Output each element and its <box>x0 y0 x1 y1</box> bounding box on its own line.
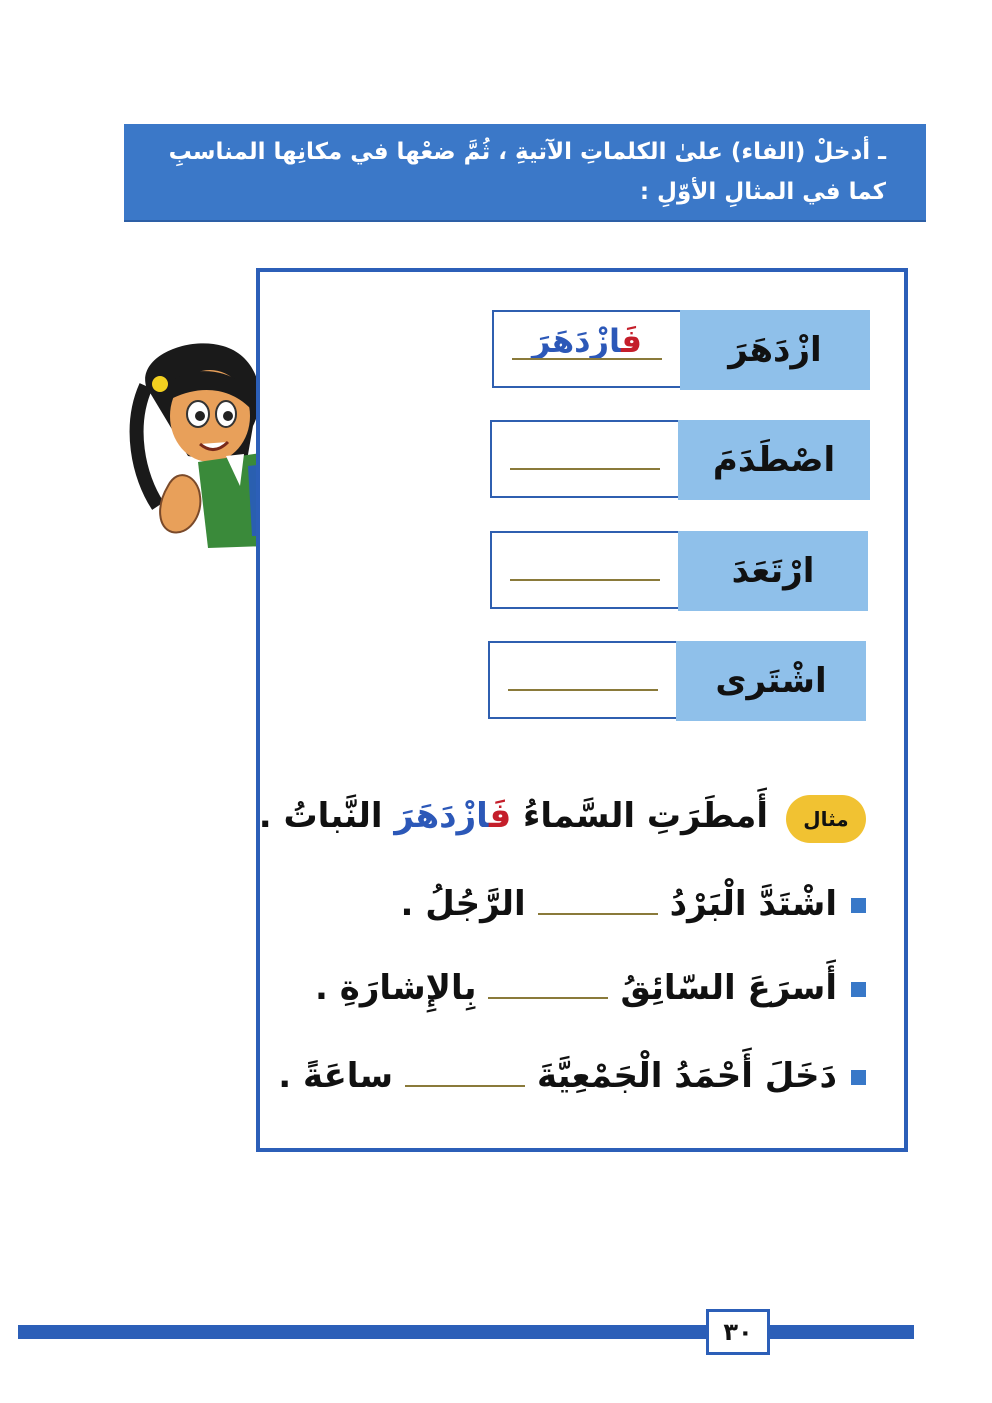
answer-line <box>510 468 660 470</box>
answer-box[interactable] <box>488 641 678 719</box>
sentence-2 <box>315 968 866 1008</box>
sentence-1 <box>400 884 866 924</box>
sentence-after: الرَّجُلُ . <box>400 884 526 924</box>
word-row <box>490 420 870 500</box>
example-part2: النَّباتُ . <box>258 796 383 836</box>
answer-box[interactable] <box>490 531 680 609</box>
instruction-banner <box>124 124 926 220</box>
instruction-text: ـ أدخلْ (الفاء) علىٰ الكلماتِ الآتيةِ ، ثُمَّ ضعْها في مكانِها المناسبِ كما في المثالِ الأوّلِ : <box>168 139 886 205</box>
bullet-square-icon <box>851 982 866 997</box>
sentence-before: دَخَلَ أَحْمَدُ الْجَمْعِيَّةَ <box>537 1056 837 1096</box>
sentence-3 <box>278 1056 866 1096</box>
answer-box[interactable] <box>490 420 680 498</box>
word-label: اصْطَدَمَ <box>678 420 870 500</box>
sentence-blank[interactable] <box>488 989 608 999</box>
sentence-before: اشْتَدَّ الْبَرْدُ <box>669 884 837 924</box>
answer-box[interactable] <box>492 310 682 388</box>
sentence-before: أَسرَعَ السّائِقُ <box>620 968 837 1008</box>
example-sentence <box>259 796 768 836</box>
word-label: ارْتَعَدَ <box>678 531 868 611</box>
word-row <box>490 531 868 611</box>
sentence-blank[interactable] <box>405 1077 525 1087</box>
answer-text: فَازْدَهَرَ <box>532 322 642 360</box>
word-row <box>492 310 870 390</box>
example-part1: أَمطَرَتِ السَّماءُ <box>523 796 768 836</box>
bullet-square-icon <box>851 898 866 913</box>
bullet-square-icon <box>851 1070 866 1085</box>
word-label: اشْتَرى <box>676 641 866 721</box>
word-label: ازْدَهَرَ <box>680 310 870 390</box>
answer-line <box>512 358 662 360</box>
answer-line <box>510 579 660 581</box>
page-number: ٣٠ <box>706 1309 770 1355</box>
word-row <box>488 641 866 721</box>
example-answer: فَازْدَهَرَ <box>394 796 512 836</box>
footer-bar <box>18 1325 914 1339</box>
sentence-blank[interactable] <box>538 905 658 915</box>
sentence-after: ساعَةً . <box>278 1056 394 1096</box>
sentence-after: بِالإِشارَةِ . <box>315 968 477 1008</box>
example-badge: مثال <box>786 795 866 843</box>
answer-line <box>508 689 658 691</box>
